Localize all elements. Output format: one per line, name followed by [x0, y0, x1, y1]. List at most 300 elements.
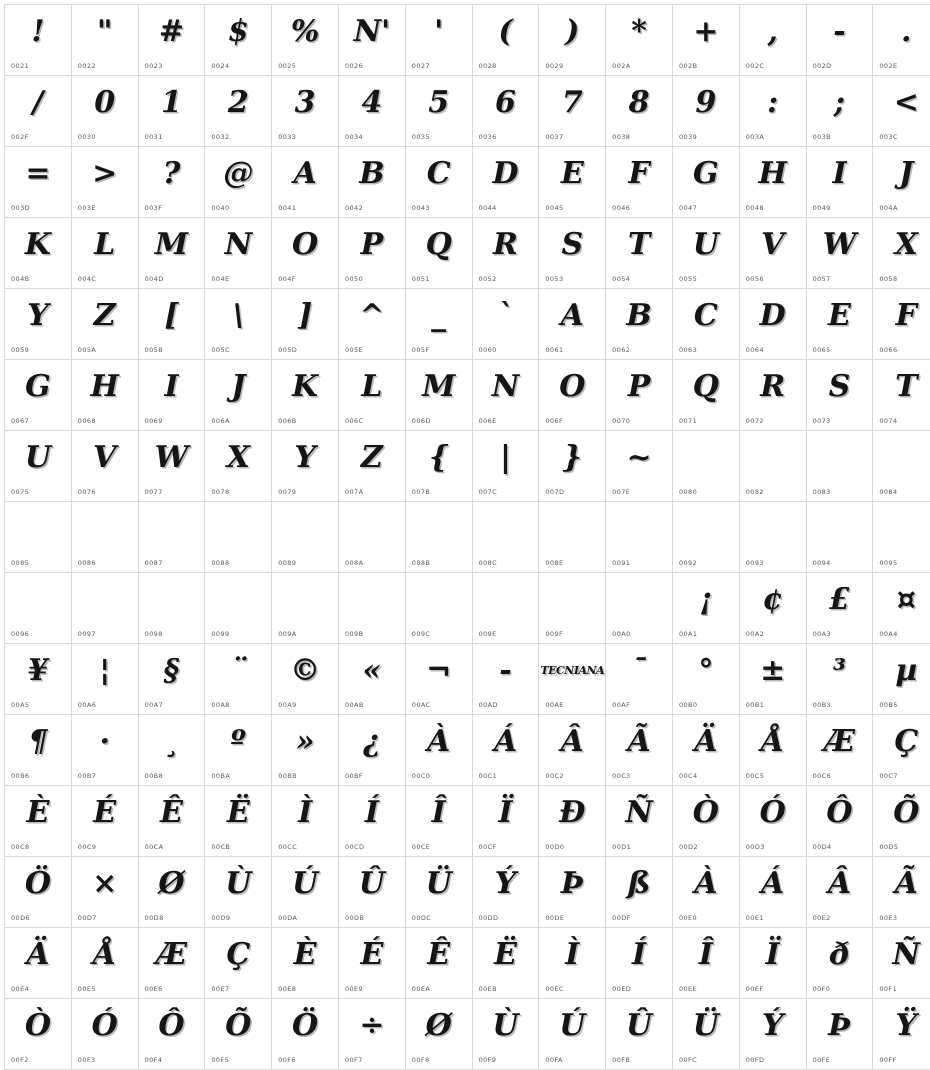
glyph-cell[interactable] [806, 5, 873, 76]
glyph-cell[interactable] [873, 786, 930, 857]
glyph-character: Ó [740, 792, 806, 834]
glyph-cell[interactable] [806, 289, 873, 360]
glyph-cell[interactable] [405, 360, 472, 431]
glyph-cell[interactable] [472, 715, 539, 786]
glyph-character: × [72, 863, 138, 905]
glyph-cell[interactable] [338, 431, 405, 502]
glyph-code-label: 00E9 [345, 985, 363, 993]
glyph-cell[interactable] [405, 999, 472, 1070]
glyph-row [5, 857, 930, 928]
glyph-code-label: 0031 [145, 133, 163, 141]
glyph-cell[interactable] [472, 218, 539, 289]
glyph-cell[interactable] [272, 218, 339, 289]
glyph-cell[interactable] [338, 76, 405, 147]
glyph-cell[interactable] [5, 715, 72, 786]
glyph-cell[interactable] [472, 431, 539, 502]
glyph-character: | [473, 437, 539, 479]
glyph-character: Ï [473, 792, 539, 834]
glyph-cell[interactable] [606, 289, 673, 360]
glyph-code-label: 0046 [612, 204, 630, 212]
glyph-cell[interactable] [138, 147, 205, 218]
glyph-cell[interactable] [338, 999, 405, 1070]
glyph-cell[interactable] [672, 857, 739, 928]
glyph-cell[interactable] [539, 218, 606, 289]
glyph-cell[interactable] [71, 360, 138, 431]
glyph-character: Ñ [873, 934, 930, 976]
glyph-character: N [473, 366, 539, 408]
glyph-cell[interactable] [606, 573, 673, 644]
glyph-cell[interactable] [672, 289, 739, 360]
glyph-cell[interactable] [338, 715, 405, 786]
glyph-cell[interactable] [606, 999, 673, 1070]
glyph-row [5, 289, 930, 360]
glyph-cell[interactable] [539, 76, 606, 147]
glyph-cell[interactable] [606, 715, 673, 786]
glyph-cell[interactable] [205, 715, 272, 786]
glyph-cell[interactable] [539, 502, 606, 573]
glyph-code-label: 00E5 [78, 985, 96, 993]
glyph-cell[interactable] [472, 289, 539, 360]
glyph-cell[interactable] [338, 218, 405, 289]
glyph-character: 4 [339, 82, 405, 124]
glyph-code-label: 0036 [479, 133, 497, 141]
glyph-cell[interactable] [806, 786, 873, 857]
glyph-cell[interactable] [272, 76, 339, 147]
glyph-cell[interactable] [739, 5, 806, 76]
glyph-cell[interactable] [873, 999, 930, 1070]
glyph-cell[interactable] [5, 76, 72, 147]
glyph-cell[interactable] [672, 644, 739, 715]
glyph-cell[interactable] [71, 218, 138, 289]
glyph-cell[interactable] [138, 502, 205, 573]
glyph-cell[interactable] [606, 928, 673, 999]
glyph-cell[interactable] [672, 715, 739, 786]
glyph-row [5, 999, 930, 1070]
glyph-character: . [873, 11, 930, 53]
glyph-cell[interactable] [71, 5, 138, 76]
glyph-cell[interactable] [272, 928, 339, 999]
glyph-cell[interactable] [71, 715, 138, 786]
glyph-cell[interactable] [338, 5, 405, 76]
glyph-cell[interactable] [272, 999, 339, 1070]
glyph-character: D [740, 295, 806, 337]
glyph-code-label: 0056 [746, 275, 764, 283]
glyph-code-label: 0064 [746, 346, 764, 354]
glyph-cell[interactable] [405, 573, 472, 644]
glyph-cell[interactable] [472, 786, 539, 857]
glyph-cell[interactable] [5, 147, 72, 218]
glyph-cell[interactable] [806, 147, 873, 218]
glyph-cell[interactable] [873, 5, 930, 76]
glyph-cell[interactable] [138, 431, 205, 502]
glyph-code-label: 006B [278, 417, 296, 425]
glyph-cell[interactable] [272, 431, 339, 502]
glyph-cell[interactable] [672, 502, 739, 573]
glyph-code-label: 0073 [813, 417, 831, 425]
glyph-cell[interactable] [672, 5, 739, 76]
glyph-cell[interactable] [405, 857, 472, 928]
glyph-cell[interactable] [205, 502, 272, 573]
glyph-cell[interactable] [672, 999, 739, 1070]
glyph-cell[interactable] [606, 431, 673, 502]
glyph-code-label: 00EB [479, 985, 497, 993]
glyph-cell[interactable] [138, 5, 205, 76]
glyph-cell[interactable] [739, 644, 806, 715]
glyph-cell[interactable] [739, 857, 806, 928]
glyph-cell[interactable] [71, 573, 138, 644]
glyph-cell[interactable] [405, 786, 472, 857]
glyph-cell[interactable] [205, 5, 272, 76]
glyph-cell[interactable] [405, 289, 472, 360]
glyph-cell[interactable] [539, 147, 606, 218]
glyph-character: " [72, 11, 138, 53]
glyph-character: R [473, 224, 539, 266]
glyph-cell[interactable] [405, 218, 472, 289]
glyph-character: G [5, 366, 71, 408]
glyph-character: ¬ [406, 650, 472, 692]
glyph-character: Û [606, 1005, 672, 1047]
glyph-cell[interactable] [472, 5, 539, 76]
glyph-cell[interactable] [5, 502, 72, 573]
glyph-code-label: 0037 [545, 133, 563, 141]
glyph-cell[interactable] [739, 573, 806, 644]
glyph-cell[interactable] [606, 502, 673, 573]
glyph-cell[interactable] [472, 644, 539, 715]
glyph-cell[interactable] [138, 857, 205, 928]
glyph-cell[interactable] [739, 360, 806, 431]
glyph-character: = [5, 153, 71, 195]
glyph-code-label: 0088 [211, 559, 229, 567]
glyph-cell[interactable] [71, 928, 138, 999]
glyph-cell[interactable] [272, 147, 339, 218]
glyph-cell[interactable] [5, 218, 72, 289]
glyph-cell[interactable] [472, 502, 539, 573]
glyph-cell[interactable] [806, 502, 873, 573]
glyph-cell[interactable] [873, 76, 930, 147]
glyph-character: ° [673, 650, 739, 692]
glyph-code-label: 00C1 [479, 772, 498, 780]
glyph-cell[interactable] [338, 644, 405, 715]
glyph-cell[interactable] [272, 573, 339, 644]
glyph-cell[interactable] [739, 928, 806, 999]
glyph-character: : [740, 82, 806, 124]
glyph-cell[interactable] [806, 999, 873, 1070]
glyph-cell[interactable] [272, 715, 339, 786]
glyph-character: D [473, 153, 539, 195]
glyph-cell[interactable] [672, 431, 739, 502]
glyph-cell[interactable] [5, 999, 72, 1070]
glyph-cell[interactable] [672, 218, 739, 289]
glyph-cell[interactable] [272, 857, 339, 928]
glyph-grid [4, 4, 930, 1070]
glyph-character: µ [873, 650, 930, 692]
glyph-cell[interactable] [5, 5, 72, 76]
glyph-cell[interactable] [205, 928, 272, 999]
glyph-cell[interactable] [138, 289, 205, 360]
glyph-character: § [139, 650, 205, 692]
glyph-code-label: 00F5 [211, 1056, 229, 1064]
glyph-cell[interactable] [71, 431, 138, 502]
glyph-cell[interactable] [539, 786, 606, 857]
glyph-cell[interactable] [5, 573, 72, 644]
glyph-cell[interactable] [338, 502, 405, 573]
glyph-cell[interactable] [539, 715, 606, 786]
glyph-character: L [72, 224, 138, 266]
glyph-cell[interactable] [873, 928, 930, 999]
glyph-cell[interactable] [539, 644, 606, 715]
glyph-cell[interactable] [5, 360, 72, 431]
glyph-code-label: 007C [479, 488, 498, 496]
glyph-character: Z [72, 295, 138, 337]
glyph-code-label: 00A2 [746, 630, 764, 638]
glyph-code-label: 0089 [278, 559, 296, 567]
glyph-cell[interactable] [338, 928, 405, 999]
glyph-cell[interactable] [272, 786, 339, 857]
glyph-cell[interactable] [405, 644, 472, 715]
glyph-cell[interactable] [205, 289, 272, 360]
glyph-code-label: 00EC [545, 985, 564, 993]
glyph-cell[interactable] [5, 786, 72, 857]
glyph-cell[interactable] [71, 76, 138, 147]
glyph-cell[interactable] [806, 644, 873, 715]
glyph-cell[interactable] [472, 928, 539, 999]
glyph-cell[interactable] [205, 573, 272, 644]
glyph-cell[interactable] [205, 76, 272, 147]
glyph-cell[interactable] [405, 928, 472, 999]
glyph-cell[interactable] [739, 786, 806, 857]
glyph-cell[interactable] [71, 644, 138, 715]
glyph-cell[interactable] [405, 76, 472, 147]
glyph-cell[interactable] [873, 431, 930, 502]
glyph-cell[interactable] [5, 289, 72, 360]
glyph-cell[interactable] [606, 360, 673, 431]
glyph-cell[interactable] [672, 147, 739, 218]
glyph-cell[interactable] [873, 360, 930, 431]
glyph-code-label: 00BB [278, 772, 297, 780]
glyph-row [5, 644, 930, 715]
glyph-cell[interactable] [205, 360, 272, 431]
glyph-character: » [272, 721, 338, 763]
glyph-cell[interactable] [71, 289, 138, 360]
glyph-code-label: 0063 [679, 346, 697, 354]
glyph-cell[interactable] [539, 431, 606, 502]
glyph-cell[interactable] [5, 431, 72, 502]
glyph-character: @ [205, 153, 271, 195]
glyph-cell[interactable] [873, 644, 930, 715]
glyph-code-label: 0094 [813, 559, 831, 567]
glyph-character: A [272, 153, 338, 195]
glyph-cell[interactable] [272, 289, 339, 360]
glyph-cell[interactable] [606, 857, 673, 928]
glyph-cell[interactable] [138, 76, 205, 147]
glyph-cell[interactable] [272, 502, 339, 573]
glyph-character: É [339, 934, 405, 976]
glyph-cell[interactable] [138, 928, 205, 999]
glyph-cell[interactable] [205, 644, 272, 715]
glyph-cell[interactable] [472, 147, 539, 218]
glyph-character: È [5, 792, 71, 834]
glyph-cell[interactable] [405, 5, 472, 76]
glyph-character: Ù [205, 863, 271, 905]
glyph-character: Q [673, 366, 739, 408]
glyph-cell[interactable] [405, 431, 472, 502]
glyph-cell[interactable] [739, 502, 806, 573]
glyph-code-label: 00EF [746, 985, 764, 993]
glyph-cell[interactable] [205, 999, 272, 1070]
glyph-cell[interactable] [806, 573, 873, 644]
glyph-cell[interactable] [405, 147, 472, 218]
glyph-cell[interactable] [71, 786, 138, 857]
glyph-cell[interactable] [472, 360, 539, 431]
glyph-cell[interactable] [672, 786, 739, 857]
glyph-cell[interactable] [873, 857, 930, 928]
glyph-cell[interactable] [672, 573, 739, 644]
glyph-cell[interactable] [472, 573, 539, 644]
glyph-cell[interactable] [472, 76, 539, 147]
glyph-cell[interactable] [272, 5, 339, 76]
glyph-cell[interactable] [873, 218, 930, 289]
glyph-character: Ô [807, 792, 873, 834]
glyph-code-label: 004B [11, 275, 29, 283]
glyph-cell[interactable] [205, 431, 272, 502]
glyph-cell[interactable] [472, 999, 539, 1070]
glyph-cell[interactable] [672, 76, 739, 147]
glyph-cell[interactable] [672, 928, 739, 999]
glyph-cell[interactable] [205, 786, 272, 857]
glyph-cell[interactable] [873, 289, 930, 360]
glyph-cell[interactable] [138, 715, 205, 786]
glyph-cell[interactable] [806, 360, 873, 431]
glyph-code-label: 006F [545, 417, 563, 425]
glyph-cell[interactable] [739, 715, 806, 786]
glyph-character: £ [807, 579, 873, 621]
glyph-cell[interactable] [739, 147, 806, 218]
glyph-cell[interactable] [539, 5, 606, 76]
glyph-cell[interactable] [5, 857, 72, 928]
glyph-cell[interactable] [5, 928, 72, 999]
glyph-cell[interactable] [806, 431, 873, 502]
glyph-cell[interactable] [205, 147, 272, 218]
glyph-cell[interactable] [739, 431, 806, 502]
glyph-code-label: 00F4 [145, 1056, 163, 1064]
glyph-character: Ø [406, 1005, 472, 1047]
glyph-cell[interactable] [338, 147, 405, 218]
glyph-row [5, 360, 930, 431]
glyph-character: Ý [740, 1005, 806, 1047]
glyph-cell[interactable] [539, 573, 606, 644]
glyph-character: Ø [139, 863, 205, 905]
glyph-cell[interactable] [539, 360, 606, 431]
glyph-code-label: 00D8 [145, 914, 164, 922]
glyph-cell[interactable] [138, 786, 205, 857]
glyph-cell[interactable] [138, 644, 205, 715]
glyph-cell[interactable] [739, 999, 806, 1070]
glyph-cell[interactable] [539, 289, 606, 360]
glyph-row [5, 76, 930, 147]
glyph-cell[interactable] [338, 857, 405, 928]
glyph-cell[interactable] [138, 360, 205, 431]
glyph-cell[interactable] [873, 715, 930, 786]
glyph-cell[interactable] [539, 928, 606, 999]
glyph-cell[interactable] [606, 786, 673, 857]
glyph-cell[interactable] [71, 857, 138, 928]
glyph-cell[interactable] [338, 786, 405, 857]
glyph-cell[interactable] [873, 502, 930, 573]
glyph-cell[interactable] [338, 573, 405, 644]
glyph-code-label: 0066 [879, 346, 897, 354]
glyph-cell[interactable] [806, 715, 873, 786]
glyph-cell[interactable] [539, 999, 606, 1070]
glyph-cell[interactable] [272, 360, 339, 431]
glyph-cell[interactable] [338, 289, 405, 360]
glyph-cell[interactable] [138, 999, 205, 1070]
glyph-character: W [139, 437, 205, 479]
glyph-cell[interactable] [739, 289, 806, 360]
glyph-code-label: 0048 [746, 204, 764, 212]
glyph-cell[interactable] [138, 218, 205, 289]
glyph-code-label: 00CA [145, 843, 164, 851]
glyph-code-label: 00D0 [545, 843, 564, 851]
glyph-cell[interactable] [138, 573, 205, 644]
glyph-cell[interactable] [806, 218, 873, 289]
glyph-cell[interactable] [405, 715, 472, 786]
glyph-cell[interactable] [5, 644, 72, 715]
glyph-code-label: 00FF [879, 1056, 896, 1064]
glyph-code-label: 006C [345, 417, 364, 425]
glyph-cell[interactable] [71, 502, 138, 573]
glyph-character: Å [740, 721, 806, 763]
glyph-code-label: 0062 [612, 346, 630, 354]
glyph-cell[interactable] [539, 857, 606, 928]
glyph-cell[interactable] [606, 76, 673, 147]
glyph-row [5, 5, 930, 76]
glyph-cell[interactable] [806, 928, 873, 999]
glyph-cell[interactable] [873, 147, 930, 218]
glyph-character: 7 [539, 82, 605, 124]
glyph-cell[interactable] [71, 147, 138, 218]
glyph-cell[interactable] [606, 644, 673, 715]
glyph-cell[interactable] [472, 857, 539, 928]
glyph-row [5, 928, 930, 999]
glyph-cell[interactable] [739, 218, 806, 289]
glyph-cell[interactable] [606, 218, 673, 289]
glyph-cell[interactable] [672, 360, 739, 431]
glyph-code-label: 008B [412, 559, 430, 567]
glyph-cell[interactable] [606, 5, 673, 76]
glyph-cell[interactable] [205, 857, 272, 928]
glyph-cell[interactable] [806, 857, 873, 928]
glyph-cell[interactable] [205, 218, 272, 289]
glyph-cell[interactable] [338, 360, 405, 431]
glyph-code-label: 00C9 [78, 843, 97, 851]
glyph-cell[interactable] [272, 644, 339, 715]
glyph-character: Ô [139, 1005, 205, 1047]
glyph-code-label: 00C2 [545, 772, 564, 780]
glyph-code-label: 0021 [11, 62, 29, 70]
glyph-character: ± [740, 650, 806, 692]
glyph-code-label: 00FD [746, 1056, 765, 1064]
glyph-cell[interactable] [606, 147, 673, 218]
glyph-cell[interactable] [739, 76, 806, 147]
glyph-character: ¸ [139, 721, 205, 763]
glyph-cell[interactable] [873, 573, 930, 644]
glyph-cell[interactable] [71, 999, 138, 1070]
glyph-cell[interactable] [405, 502, 472, 573]
glyph-character: Ü [673, 1005, 739, 1047]
glyph-code-label: 0053 [545, 275, 563, 283]
glyph-character: T [873, 366, 930, 408]
glyph-cell[interactable] [806, 76, 873, 147]
